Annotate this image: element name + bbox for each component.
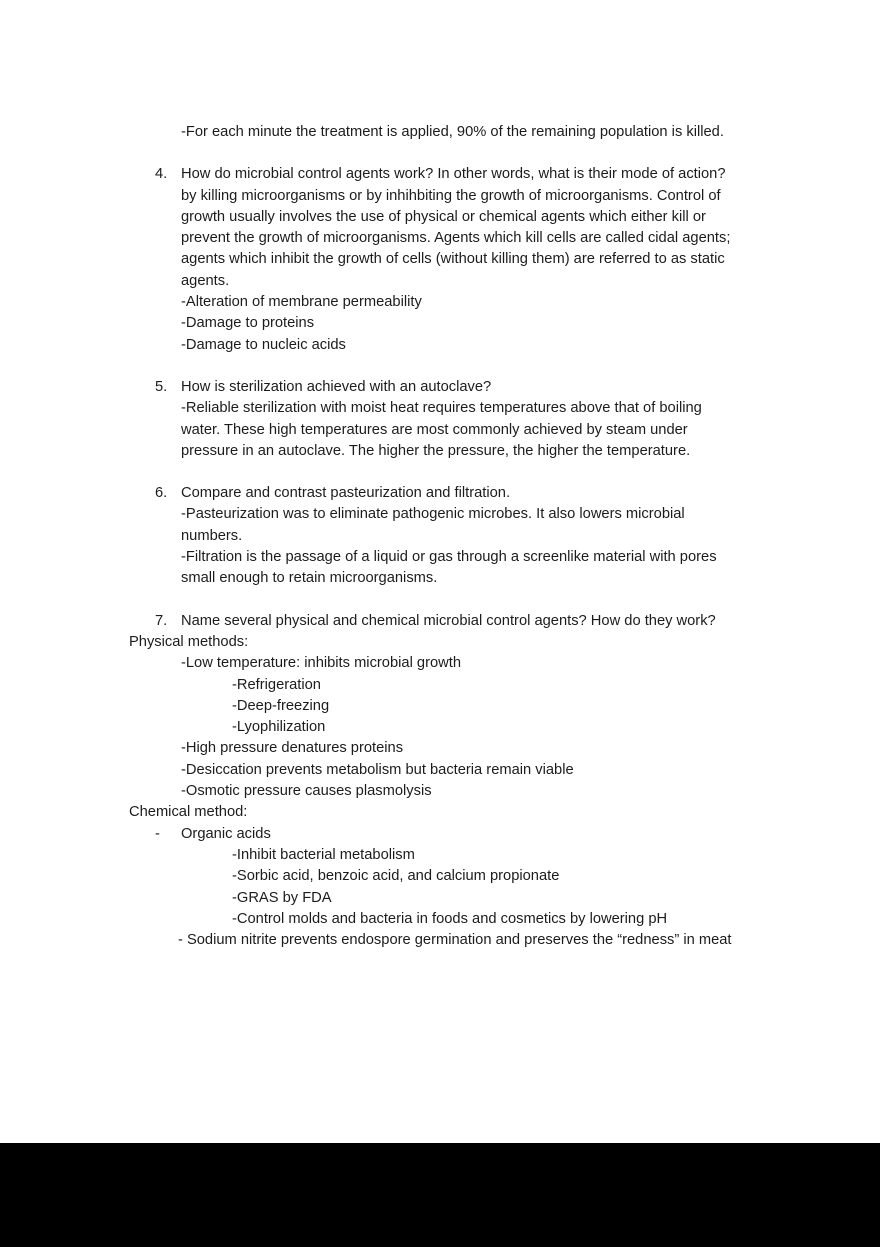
list-marker: 7. xyxy=(155,612,168,629)
list-item-5 xyxy=(129,377,744,462)
spacer xyxy=(129,356,744,377)
chemical-method-subentry: -Inhibit bacterial metabolism xyxy=(232,846,415,863)
answer-text: -Reliable sterilization with moist heat requires temperatures above that of boiling water. These high temperatures are most commonly achieved by steam under pressure in an autoclave. The higher the pressure, the higher the temperature. xyxy=(181,400,702,459)
chemical-method-bullet xyxy=(129,824,744,845)
list-item-7 xyxy=(129,611,744,632)
list-marker: 4. xyxy=(155,166,168,183)
chemical-method-heading: Chemical method: xyxy=(129,804,248,821)
physical-methods-heading: Physical methods: xyxy=(129,633,249,650)
list-item-6 xyxy=(129,483,744,589)
answer-text: -Filtration is the passage of a liquid or gas through a screenlike material with pores small enough to retain microorganisms. xyxy=(181,549,717,587)
spacer xyxy=(129,143,744,164)
intro-note: -For each minute the treatment is applied, 90% of the remaining population is killed. xyxy=(181,124,724,140)
bullet-line: -Alteration of membrane permeability xyxy=(181,294,422,311)
answer-text: -Pasteurization was to eliminate pathogenic microbes. It also lowers microbial numbers. xyxy=(181,506,685,544)
chemical-method-bullet-label: Organic acids xyxy=(181,825,271,842)
chemical-method-subentry: -Control molds and bacteria in foods and cosmetics by lowering pH xyxy=(232,910,668,927)
spacer xyxy=(129,590,744,611)
physical-methods-entry: -High pressure denatures proteins xyxy=(181,740,404,757)
list-marker: 6. xyxy=(155,485,168,502)
physical-methods-entry: -Lyophilization xyxy=(232,719,326,736)
bottom-black-bar xyxy=(0,1143,880,1247)
physical-methods-entry: -Deep-freezing xyxy=(232,697,330,714)
chemical-method-subentry: -GRAS by FDA xyxy=(232,889,332,906)
question-text: Compare and contrast pasteurization and filtration. xyxy=(181,485,511,502)
physical-methods-entry: -Desiccation prevents metabolism but bacteria remain viable xyxy=(181,761,574,778)
bullet-line: -Damage to proteins xyxy=(181,315,315,332)
physical-methods-entry: -Low temperature: inhibits microbial growth xyxy=(181,655,461,672)
question-text: How is sterilization achieved with an autoclave? xyxy=(181,378,492,395)
list-item-4 xyxy=(129,164,744,356)
physical-methods-entry: -Osmotic pressure causes plasmolysis xyxy=(181,783,432,800)
bullet-line: -Damage to nucleic acids xyxy=(181,336,346,353)
physical-methods-entry: -Refrigeration xyxy=(232,676,321,693)
chemical-method-subentry: -Sorbic acid, benzoic acid, and calcium propionate xyxy=(232,868,560,885)
spacer xyxy=(129,462,744,483)
question-text: Name several physical and chemical microbial control agents? How do they work? xyxy=(181,612,716,629)
list-marker: 5. xyxy=(155,378,168,395)
chemical-method-closing-line: - Sodium nitrite prevents endospore germination and preserves the “redness” in meat xyxy=(178,932,732,949)
document-body xyxy=(129,122,744,951)
dash-marker: - xyxy=(155,825,160,842)
question-text: How do microbial control agents work? In other words, what is their mode of action? by killing microorganisms or by inhihbiting the growth of microorganisms. Control of growth usually involves the use of physical or chemical agents which either kill or prevent the growth of microorganisms. Agents which kill cells are called cidal agents; agents which inhibit the growth of cells (without killing them) are referred to as static agents. xyxy=(181,166,731,289)
